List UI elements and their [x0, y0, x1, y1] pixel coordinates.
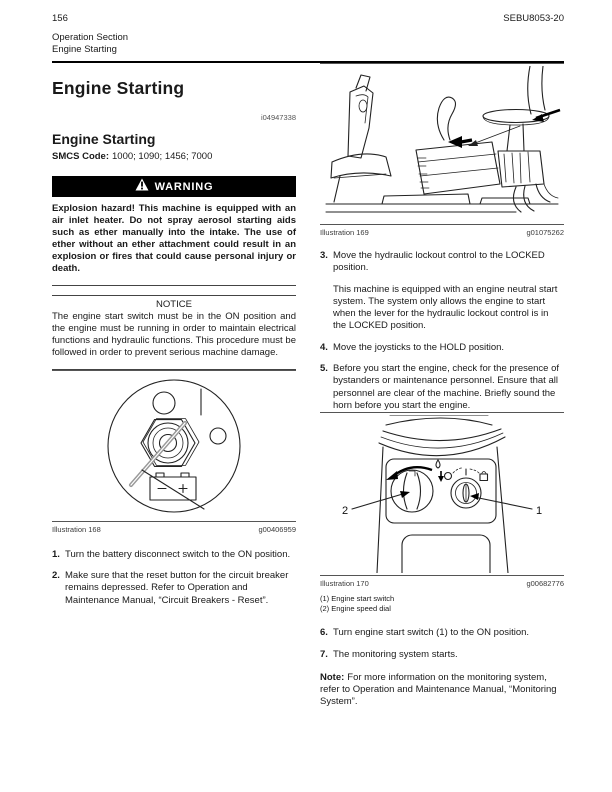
- doc-code: SEBU8053-20: [503, 13, 564, 24]
- figure-callout-list: [320, 594, 564, 614]
- step-number: 2.: [52, 570, 60, 582]
- note-paragraph: [320, 672, 564, 709]
- step-number: 7.: [320, 648, 328, 660]
- figure-label: Illustration 169: [320, 228, 369, 237]
- callout-1-label: 1: [536, 505, 543, 518]
- notice-box: [52, 295, 296, 370]
- figure-battery-disconnect-switch: [52, 370, 296, 534]
- step-5: [320, 363, 564, 412]
- step-number: 4.: [320, 341, 328, 353]
- console-dials-drawing: [320, 412, 564, 573]
- seat-console-drawing: [320, 63, 564, 222]
- step-number: 3.: [320, 250, 328, 261]
- note-text: For more information on the monitoring system, refer to Operation and Maintenance Manual, “Monitoring System”.: [320, 671, 557, 708]
- notice-text: The engine start switch must be in the ON position and the engine must be running in order to maintain electrical functions and hydraulic functions. This procedure must be followed in order to prevent serious machine damage.: [52, 310, 296, 359]
- figure-gnumber: g00682776: [526, 579, 564, 589]
- warning-box: [52, 176, 296, 286]
- two-column-layout: [52, 63, 564, 709]
- warning-header: [52, 176, 296, 197]
- step-text: Turn engine start switch (1) to the ON position.: [333, 627, 530, 639]
- warning-triangle-icon: [135, 178, 149, 196]
- revision-id: i04947338: [260, 113, 296, 122]
- right-column: [320, 63, 564, 709]
- neutral-start-paragraph: This machine is equipped with an engine neutral start system. The system only allows the engine to start when the lever for the hydraulic lockout control is in the LOCKED position.: [333, 283, 558, 332]
- article-title: Engine Starting: [52, 78, 185, 98]
- figure-label: Illustration 170: [320, 579, 369, 589]
- step-7: [320, 649, 564, 661]
- step-4: [320, 342, 564, 354]
- callout-item: (1) Engine start switch: [320, 594, 395, 604]
- step-number: 5.: [320, 363, 328, 375]
- header-section: Operation Section: [52, 32, 129, 43]
- smcs-label: SMCS Code:: [52, 151, 109, 162]
- step-text: The monitoring system starts.: [333, 648, 458, 660]
- step-text: Before you start the engine, check for the presence of bystanders or maintenance personnel. Ensure that all personnel are clear of the machine. Briefly sound the horn before you start the engine.: [333, 363, 560, 411]
- step-2: [52, 570, 296, 607]
- left-column: [52, 63, 296, 709]
- step-3: [320, 250, 564, 275]
- smcs-value: 1000; 1090; 1456; 7000: [112, 151, 213, 162]
- figure-label: Illustration 168: [52, 524, 101, 534]
- figure-gnumber: g00406959: [258, 524, 296, 534]
- step-text: Make sure that the reset button for the circuit breaker remains depressed. Refer to Operation and Maintenance Manual, “Circuit Breakers - Reset”.: [65, 570, 289, 606]
- smcs-code-line: [52, 151, 296, 162]
- step-number: 1.: [52, 548, 60, 560]
- battery-disconnect-switch-drawing: [52, 370, 296, 519]
- figure-hydraulic-lockout-lever: [320, 63, 564, 237]
- step-text: Move the joysticks to the HOLD position.: [333, 341, 505, 353]
- warning-text: Explosion hazard! This machine is equipped with an air inlet heater. Do not spray aerosol starting aids such as ether manually into the intake. The use of ether without an ether attachment could result in an explosion or fires that could cause personal injury or death.: [52, 203, 296, 275]
- page-header: [52, 0, 564, 63]
- step-text: Turn the battery disconnect switch to the ON position.: [65, 548, 291, 560]
- page-number: 156: [52, 13, 68, 24]
- step-text: Move the hydraulic lockout control to the LOCKED position.: [333, 250, 545, 274]
- callout-item: (2) Engine speed dial: [320, 604, 391, 614]
- notice-label: NOTICE: [156, 298, 192, 310]
- header-subsection: Engine Starting: [52, 43, 117, 55]
- callout-2-label: 2: [342, 505, 349, 518]
- topic-heading: Engine Starting: [52, 131, 156, 147]
- figure-gnumber: g01075262: [526, 228, 564, 237]
- warning-label: WARNING: [154, 180, 214, 193]
- step-6: [320, 627, 564, 639]
- figure-start-switch-console: [320, 412, 564, 614]
- step-1: [52, 549, 296, 561]
- step-number: 6.: [320, 627, 328, 639]
- note-label: Note:: [320, 671, 345, 683]
